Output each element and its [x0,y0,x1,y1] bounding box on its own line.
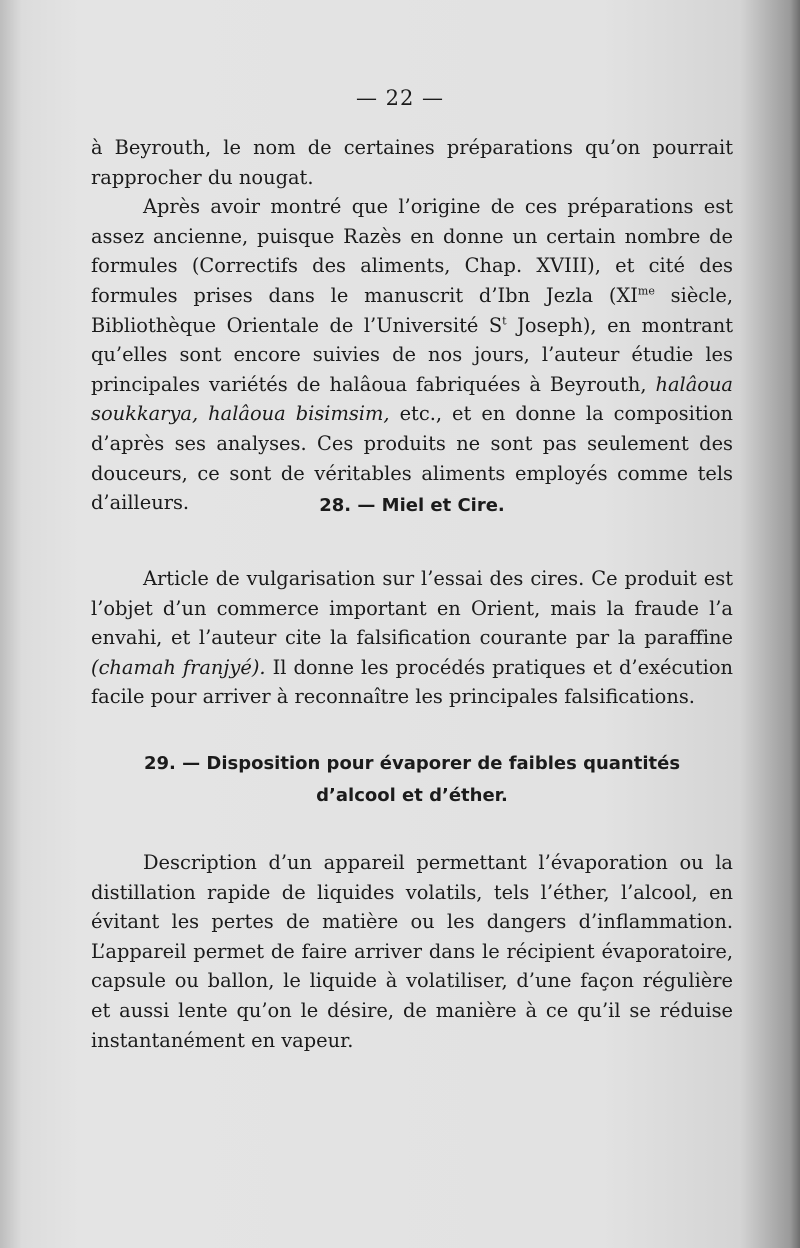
intro-paragraph: Après avoir montré que l’origine de ces préparations est assez ancienne, puisque Razès en donne un certain nombre de formules (Correctifs des aliments, Chap. XVIII), et cité des formules prises dans le manuscrit d’Ibn Jezla ($XI^{me}$ siècle, Bibliothèque Orientale de l’Université $S^t$ Joseph), en montrant qu’elles sont encore suivies de nos jours, l’auteur étudie les principales variétés de halâoua fabriquées à Beyrouth, halâoua soukkarya, halâoua bisimsim, etc., et en donne la composition d’après ses analyses. Ces produits ne sont pas seulement des douceurs, ce sont de véritables aliments employés comme tels d’ailleurs. [91,195,733,515]
section-28-paragraph: Article de vulgarisation sur l’essai des cires. Ce produit est l’objet d’un commerce important en Orient, mais la fraude l’a envahi, et l’auteur cite la falsification courante par la paraffine (chamah franjyé). Il donne les procédés pratiques et d’exécution facile pour arriver à reconnaître les principales falsifications. [91,567,733,709]
section-29-heading-line1: 29. — Disposition pour évaporer de faibles quantités [143,753,681,774]
intro-text [91,133,733,518]
section-29-heading [91,748,733,812]
intro-italic-names: halâoua soukkarya, halâoua bisimsim, [91,372,733,426]
intro-continuation: à Beyrouth, le nom de certaines préparations qu’on pourrait rapprocher du nougat. [91,136,733,189]
section-28-heading: 28. — Miel et Cire. [319,495,505,516]
superscript-t: t [502,314,507,328]
page-number: — 22 — [355,86,445,110]
section-28-italic: (chamah franjyé). [91,655,266,679]
section-29-text [91,848,733,1055]
section-29-heading-line2: d’alcool et d’éther. [316,785,508,806]
section-28-text [91,564,733,712]
superscript-me: me [637,284,655,298]
section-29-paragraph: Description d’un appareil permettant l’évaporation ou la distillation rapide de liquides volatils, tels l’éther, l’alcool, en évitant les pertes de matière ou les dangers d’inflammation. L’appareil permet de faire arriver dans le récipient évaporatoire, capsule ou ballon, le liquide à volatiliser, d’une façon régulière et aussi lente qu’on le désire, de manière à ce qu’il se réduise instantanément en vapeur. [91,851,733,1052]
